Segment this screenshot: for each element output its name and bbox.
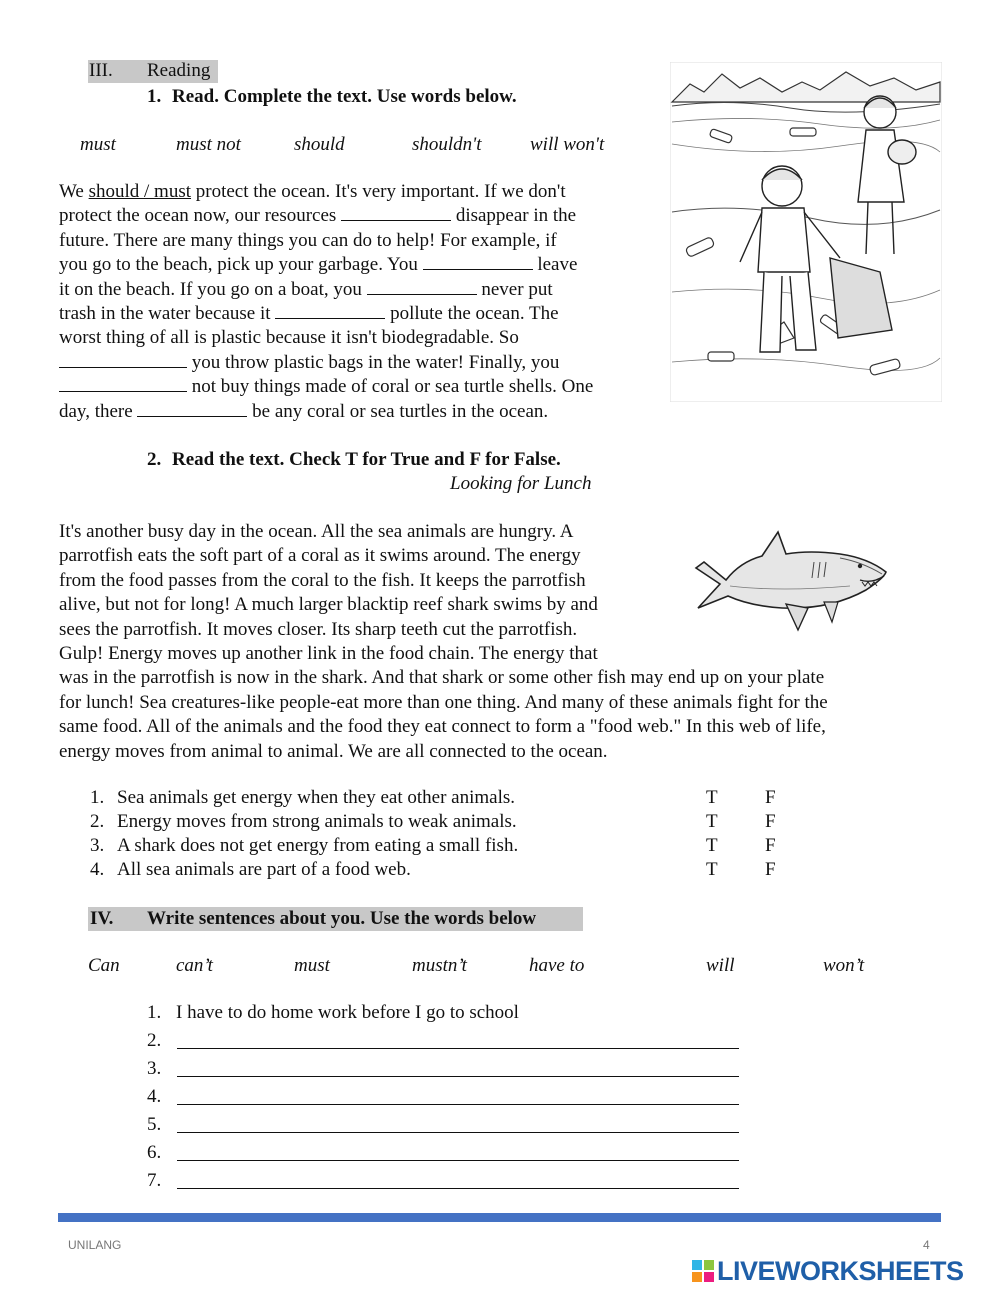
passage-2-line: energy moves from animal to animal. We are all connected to the ocean.	[59, 740, 608, 762]
word-bank-item: can’t	[176, 955, 213, 976]
true-false-list	[0, 787, 1000, 887]
fill-blank-2[interactable]	[423, 254, 533, 270]
sentence-row	[0, 1058, 1000, 1084]
sentence-number: 4.	[147, 1086, 162, 1107]
sentence-row	[0, 1002, 1000, 1028]
true-option[interactable]: T	[706, 859, 718, 880]
fill-blank-6[interactable]	[59, 376, 187, 392]
statement-text: Energy moves from strong animals to weak animals.	[117, 811, 517, 832]
passage-1-line: you throw plastic bags in the water! Finally, you	[59, 351, 593, 375]
answer-sample: should / must	[88, 181, 192, 202]
statement-text: Sea animals get energy when they eat other animals.	[117, 787, 515, 808]
false-option[interactable]: F	[765, 859, 776, 880]
passage-2-line: It's another busy day in the ocean. All the sea animals are hungry. A	[59, 521, 574, 542]
fill-blank-7[interactable]	[137, 401, 247, 417]
sentence-number: 1.	[147, 1002, 162, 1023]
sentence-number: 7.	[147, 1170, 162, 1191]
true-option[interactable]: T	[706, 835, 718, 856]
section-4-heading	[88, 907, 583, 931]
word-bank-item: won’t	[823, 955, 865, 976]
story-title: Looking for Lunch	[450, 473, 592, 494]
sentence-row	[0, 1170, 1000, 1196]
false-option[interactable]: F	[765, 835, 776, 856]
true-option[interactable]: T	[706, 787, 718, 808]
passage-2-line: parrotfish eats the soft part of a coral as it swims around. The energy	[59, 545, 581, 567]
sentence-row	[0, 1030, 1000, 1056]
fill-blank-5[interactable]	[59, 352, 187, 368]
section-4-number: IV.	[90, 908, 114, 929]
passage-1-line: you go to the beach, pick up your garbage. You leave	[59, 254, 578, 276]
statement-row	[0, 859, 1000, 883]
shark-illustration	[690, 528, 890, 640]
task-1-number: 1.	[147, 86, 162, 107]
answer-line[interactable]	[177, 1086, 739, 1105]
passage-1-line: protect the ocean now, our resources disappear in the	[59, 205, 577, 227]
statement-row	[0, 787, 1000, 811]
task-2-number: 2.	[147, 449, 162, 470]
task-1-title: Read. Complete the text. Use words below.	[172, 86, 517, 107]
false-option[interactable]: F	[765, 787, 776, 808]
passage-2-line: same food. All of the animals and the food they eat connect to form a "food web." In this web of life,	[59, 716, 826, 738]
logo-blocks-icon	[692, 1260, 714, 1282]
passage-1-line: future. There are many things you can do to help! For example, if	[59, 229, 557, 251]
passage-2-line: Gulp! Energy moves up another link in the food chain. The energy that	[59, 643, 598, 665]
word-bank-1	[0, 134, 660, 158]
footer-bar	[58, 1213, 941, 1222]
task-2-heading	[147, 449, 561, 471]
sentence-example: I have to do home work before I go to school	[176, 1002, 519, 1023]
fill-blank-4[interactable]	[275, 303, 385, 319]
passage-1-line: worst thing of all is plastic because it isn't biodegradable. So	[59, 327, 519, 349]
word-bank-item: have to	[529, 955, 585, 976]
section-3-number: III.	[89, 60, 113, 81]
passage-2-line: sees the parrotfish. It moves closer. Its sharp teeth cut the parrotfish.	[59, 618, 578, 640]
word-bank-item: should	[294, 134, 345, 155]
section-3-heading	[88, 60, 218, 83]
footer-left-text: UNILANG	[68, 1238, 122, 1252]
passage-2-line: from the food passes from the coral to the fish. It keeps the parrotfish	[59, 569, 586, 591]
sentence-number: 6.	[147, 1142, 162, 1163]
sentence-row	[0, 1114, 1000, 1140]
passage-2-line: alive, but not for long! A much larger blacktip reef shark swims by and	[59, 594, 598, 616]
sentence-number: 2.	[147, 1030, 162, 1051]
section-4-title: Write sentences about you. Use the words below	[147, 908, 537, 929]
sentence-number: 5.	[147, 1114, 162, 1135]
section-3-title: Reading	[147, 60, 211, 81]
passage-1-line: trash in the water because it pollute the ocean. The	[59, 303, 559, 325]
statement-number: 3.	[90, 835, 105, 856]
word-bank-item: must	[80, 134, 116, 155]
page-number: 4	[923, 1238, 930, 1252]
passage-2-line: was in the parrotfish is now in the shark. And that shark or some other fish may end up on your plate	[59, 667, 825, 689]
fill-blank-3[interactable]	[367, 279, 477, 295]
answer-line[interactable]	[177, 1114, 739, 1133]
statement-number: 2.	[90, 811, 105, 832]
sentence-number: 3.	[147, 1058, 162, 1079]
passage-1-line: it on the beach. If you go on a boat, you never put	[59, 278, 553, 300]
word-bank-item: will	[706, 955, 735, 976]
logo-text: LIVEWORKSHEETS	[717, 1256, 964, 1286]
word-bank-item: will won't	[530, 134, 605, 155]
passage-1	[59, 180, 593, 424]
sentence-list	[0, 1002, 1000, 1198]
liveworksheets-logo[interactable]	[692, 1257, 992, 1285]
task-2-title: Read the text. Check T for True and F for False.	[172, 449, 561, 470]
statement-row	[0, 811, 1000, 835]
statement-number: 1.	[90, 787, 105, 808]
answer-line[interactable]	[177, 1170, 739, 1189]
answer-line[interactable]	[177, 1030, 739, 1049]
passage-1-line: We should / must protect the ocean. It's very important. If we don't	[59, 181, 566, 202]
answer-line[interactable]	[177, 1058, 739, 1077]
task-1-heading	[147, 86, 517, 108]
statement-row	[0, 835, 1000, 859]
word-bank-item: mustn’t	[412, 955, 467, 976]
word-bank-item: must not	[176, 134, 241, 155]
passage-1-line: day, there be any coral or sea turtles in the ocean.	[59, 400, 549, 422]
word-bank-item: must	[294, 955, 330, 976]
word-bank-item: Can	[88, 955, 120, 976]
passage-2-line: for lunch! Sea creatures-like people-eat more than one thing. And many of these animals fight for the	[59, 691, 828, 713]
false-option[interactable]: F	[765, 811, 776, 832]
passage-1-line: not buy things made of coral or sea turtle shells. One	[59, 375, 593, 399]
statement-text: A shark does not get energy from eating a small fish.	[117, 835, 519, 856]
sentence-row	[0, 1142, 1000, 1168]
beach-cleanup-illustration	[670, 62, 942, 402]
word-bank-2	[0, 955, 1000, 979]
statement-number: 4.	[90, 859, 105, 880]
true-option[interactable]: T	[706, 811, 718, 832]
word-bank-item: shouldn't	[412, 134, 482, 155]
answer-line[interactable]	[177, 1142, 739, 1161]
sentence-row	[0, 1086, 1000, 1112]
fill-blank-1[interactable]	[341, 205, 451, 221]
statement-text: All sea animals are part of a food web.	[117, 859, 411, 880]
